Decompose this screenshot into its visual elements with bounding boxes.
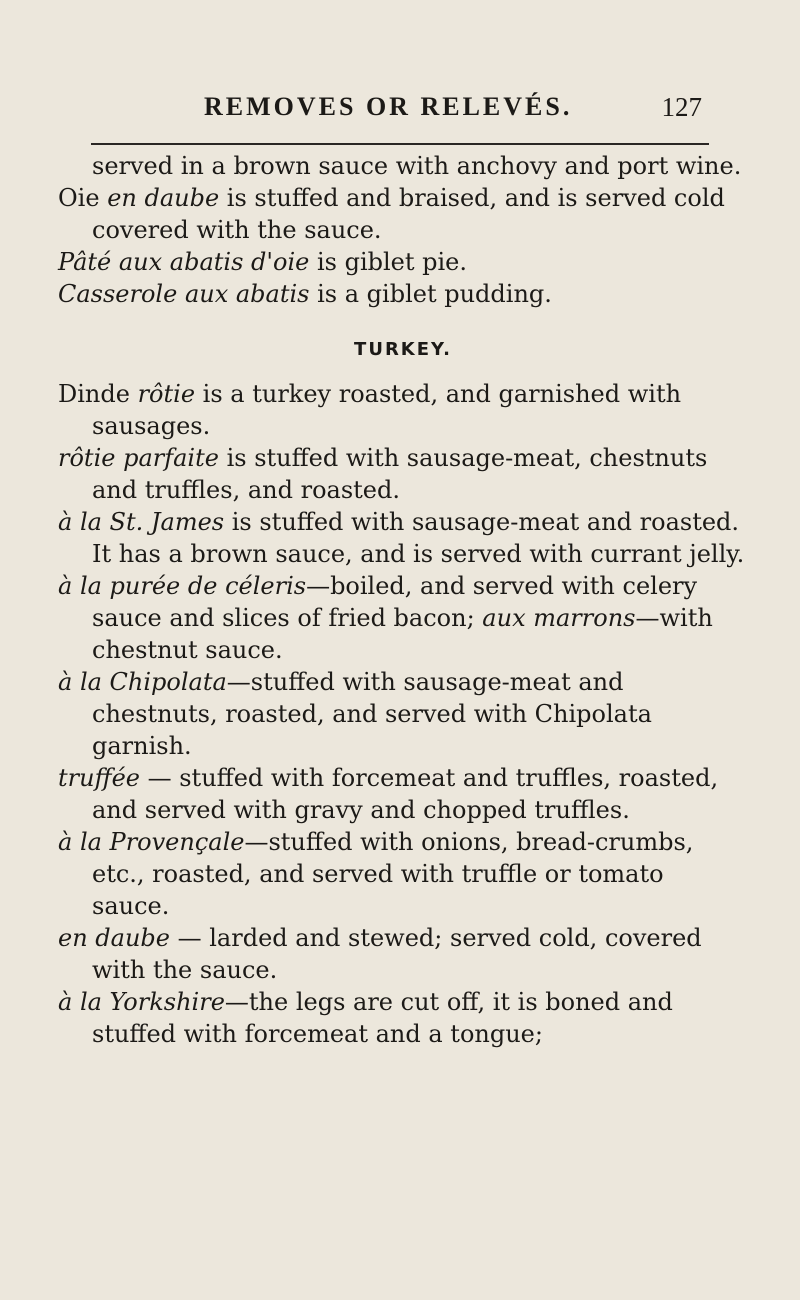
entry-paragraph (58, 442, 748, 506)
entry-paragraph (58, 278, 748, 310)
entry-term: en daube (58, 924, 170, 952)
entry-text: —the legs are cut off, it is boned and stuffed with forcemeat and a tongue; (92, 988, 673, 1048)
entry-lead: Oie (58, 184, 108, 212)
entry-paragraph (58, 378, 748, 442)
entry-paragraph (58, 922, 748, 986)
entry-text: is a turkey roasted, and garnished with sausages. (92, 380, 682, 440)
entry-text: —with chestnut sauce. (92, 604, 713, 664)
entry-text: —stuffed with onions, bread-crumbs, etc., roasted, and served with truffle or tomato sauce. (92, 828, 694, 920)
entry-paragraph (58, 826, 748, 922)
entry-text: is stuffed and braised, and is served cold covered with the sauce. (92, 184, 725, 244)
entry-paragraph (58, 762, 748, 826)
entry-term: à la Yorkshire (58, 988, 225, 1016)
entry-paragraph (58, 246, 748, 278)
entry-text: served in a brown sauce with anchovy and port wine. (92, 152, 742, 180)
entry-paragraph (58, 570, 748, 666)
entry-text: is stuffed with sausage-meat, chestnuts and truffles, and roasted. (92, 444, 708, 504)
entry-text: is stuffed with sausage-meat and roasted. It has a brown sauce, and is served with currant jelly. (92, 508, 745, 568)
entry-paragraph (58, 666, 748, 762)
entry-paragraph (58, 182, 748, 246)
section-title: TURKEY. (354, 339, 452, 360)
running-head: REMOVES OR RELEVÉS. (204, 92, 573, 121)
entry-text: — larded and stewed; served cold, covered with the sauce. (92, 924, 702, 984)
turkey-entries (58, 378, 748, 1050)
entry-text: —boiled, and served with celery sauce and slices of fried bacon; (92, 572, 698, 632)
entry-text: —stuffed with sausage-meat and chestnuts, roasted, and served with Chipolata garnish. (92, 668, 652, 760)
entry-term: rôtie parfaite (58, 444, 219, 472)
entry-text: is a giblet pudding. (309, 280, 552, 308)
entry-term: rôtie (137, 380, 196, 408)
header-rule (91, 143, 709, 145)
entry-term: Pâté aux abatis d'oie (58, 248, 310, 276)
entry-term: truffée (58, 764, 140, 792)
entry-term: à la purée de céleris (58, 572, 307, 600)
goose-entries (58, 150, 748, 310)
entry-paragraph (58, 150, 748, 182)
entry-lead: Dinde (58, 380, 138, 408)
entry-term: à la Provençale (58, 828, 245, 856)
entry-term: à la St. James (58, 508, 225, 536)
entry-text: — stuffed with forcemeat and truffles, roasted, and served with gravy and chopped truffles. (92, 764, 719, 824)
page-number: 127 (661, 92, 702, 122)
entry-paragraph (58, 986, 748, 1050)
entry-term: aux marrons (482, 604, 636, 632)
page-body (58, 150, 748, 1050)
entry-term: Casserole aux abatis (58, 280, 310, 308)
entry-text: is giblet pie. (309, 248, 468, 276)
entry-term: en daube (107, 184, 220, 212)
entry-paragraph (58, 506, 748, 570)
page-header (150, 92, 710, 132)
entry-term: à la Chipolata (58, 668, 227, 696)
